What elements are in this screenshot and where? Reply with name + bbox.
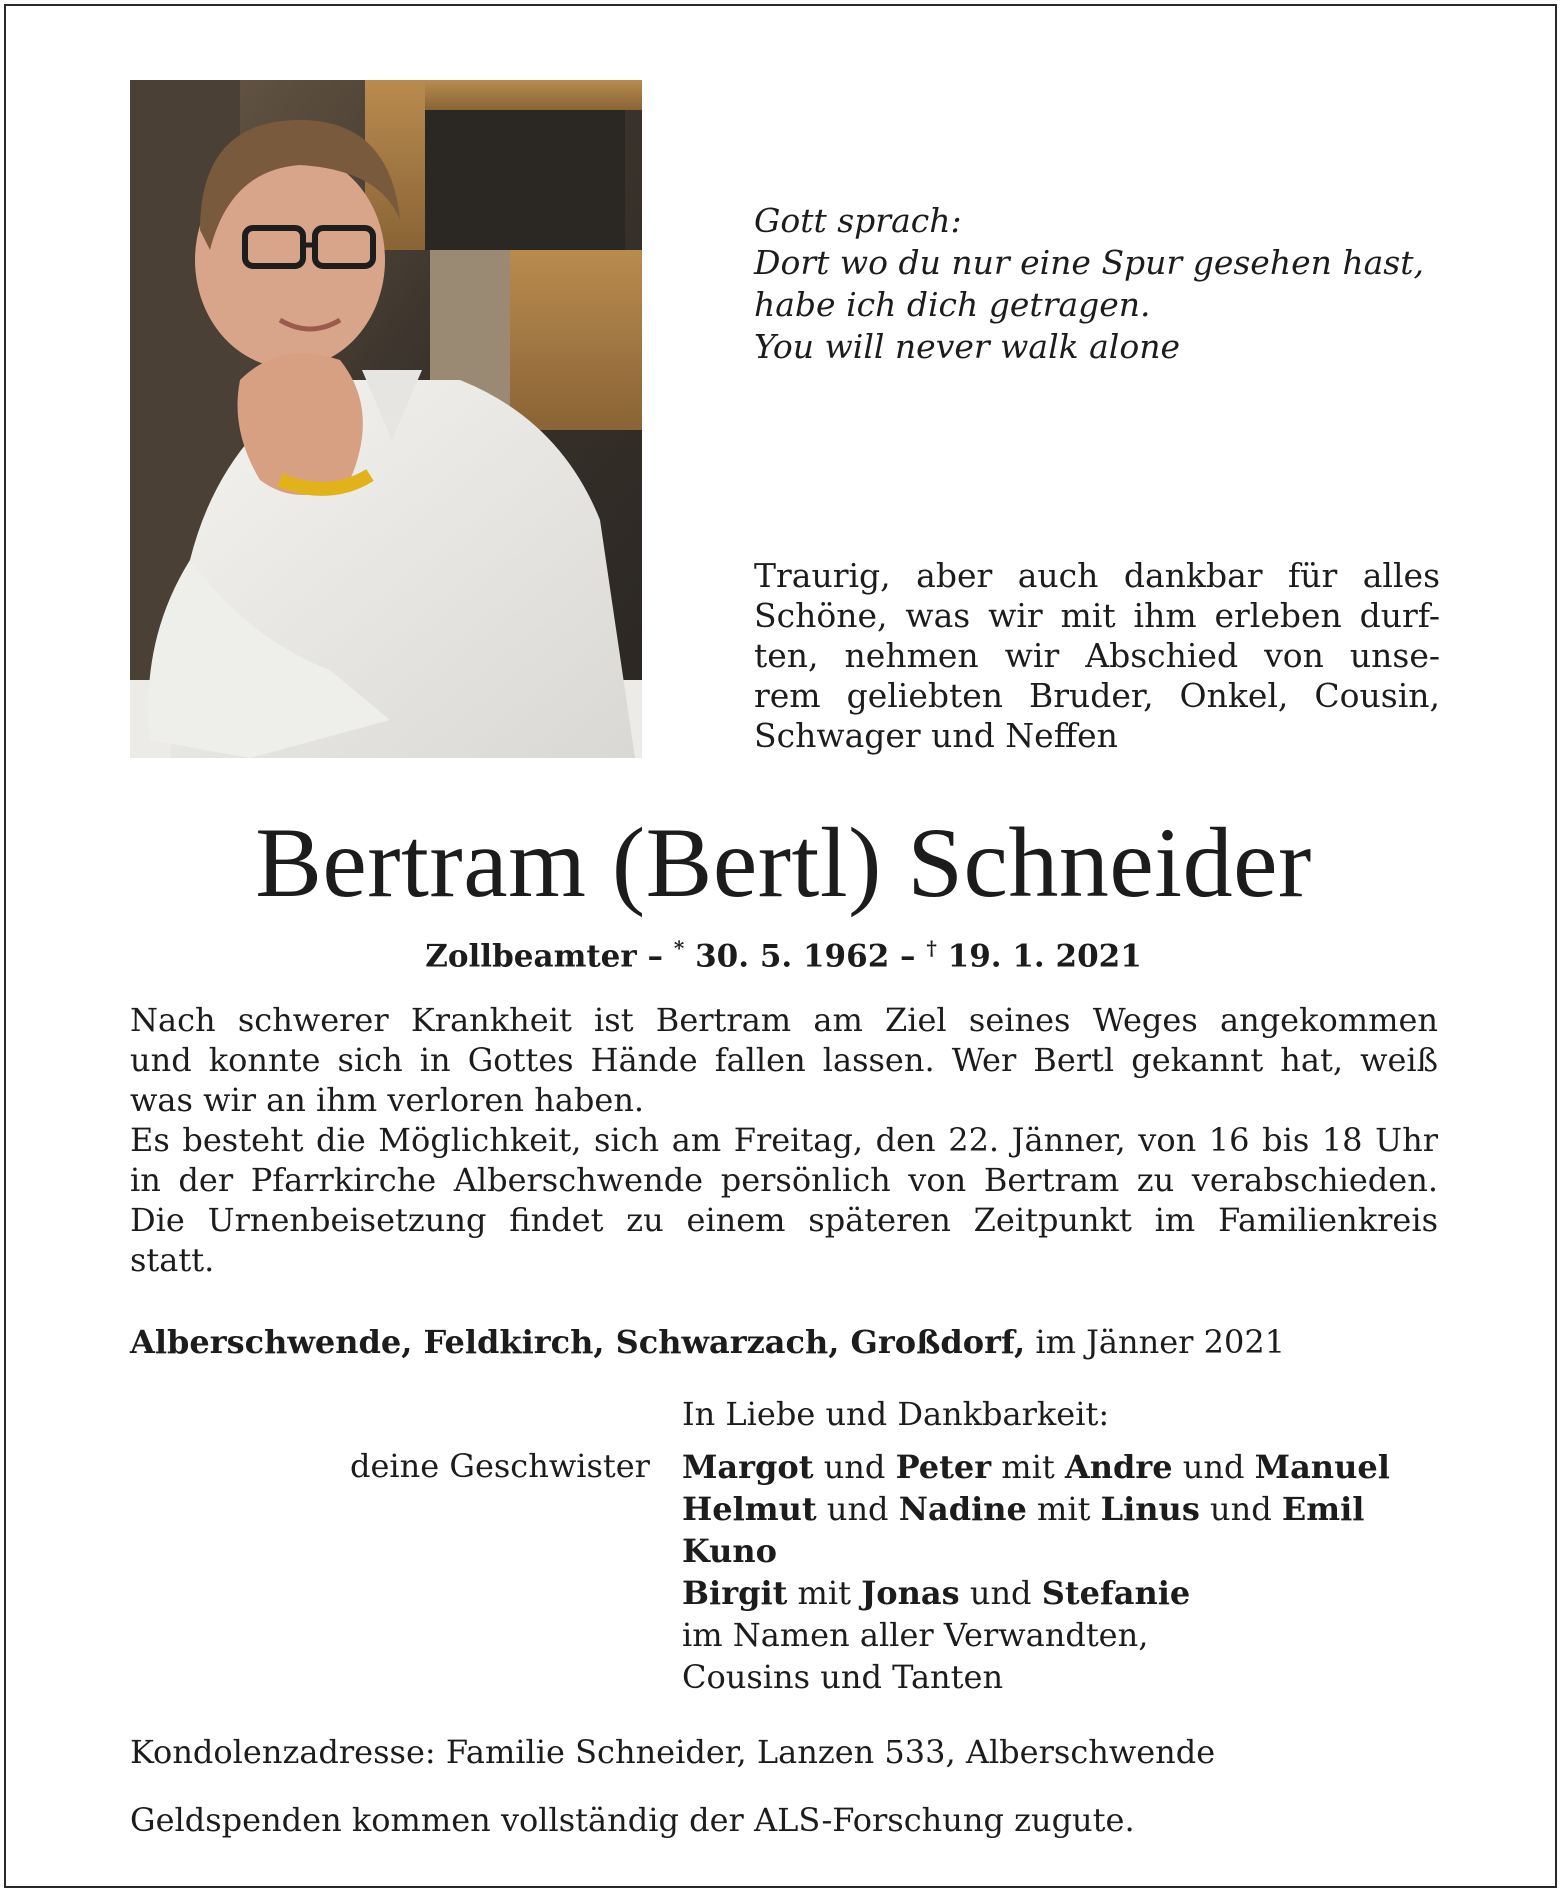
intro-line: Schwager und Neffen (754, 716, 1118, 755)
mourner-name: Kuno (682, 1532, 777, 1570)
connector: und (813, 1448, 896, 1486)
life-dates (0, 928, 1567, 976)
connector: und (1199, 1490, 1282, 1528)
connector: und (816, 1490, 899, 1528)
intro-paragraph (754, 556, 1440, 756)
body-line: statt. (130, 1241, 215, 1279)
mourner-row: Cousins und Tanten (682, 1658, 1004, 1696)
dash-separator: – (889, 938, 927, 975)
mourning-heading: In Liebe und Dankbarkeit: (682, 1395, 1110, 1433)
mourner-name: Jonas (861, 1574, 960, 1612)
condolence-address: Kondolenzadresse: Familie Schneider, Lanzen 533, Alberschwende (130, 1733, 1216, 1771)
mourner-name: Birgit (682, 1574, 788, 1612)
mourner-name: Emil (1281, 1490, 1365, 1528)
siblings-label: deine Geschwister (350, 1447, 650, 1485)
quote-line: Dort wo du nur eine Spur gesehen hast, (754, 243, 1424, 282)
body-line: Die Urnenbeisetzung findet zu einem späteren Zeitpunkt im Familienkreis (130, 1201, 1438, 1239)
body-line: Es besteht die Möglichkeit, sich am Freitag, den 22. Jänner, von 16 bis 18 Uhr (130, 1121, 1438, 1159)
birth-date: 30. 5. 1962 (684, 938, 890, 975)
body-line: was wir an ihm verloren haben. (130, 1081, 645, 1119)
connector: und (959, 1574, 1042, 1612)
body-line: in der Pfarrkirche Alberschwende persönlich von Bertram zu verabschieden. (130, 1161, 1438, 1199)
mourner-name: Peter (895, 1448, 992, 1486)
profession: Zollbeamter (425, 938, 637, 975)
mourner-name: Andre (1064, 1448, 1173, 1486)
portrait-photo (130, 80, 642, 758)
quote-line: habe ich dich getragen. (754, 285, 1151, 324)
connector: und (1172, 1448, 1255, 1486)
intro-line: Traurig, aber auch dankbar für alles (754, 556, 1440, 595)
dash-separator: – (636, 938, 674, 975)
donation-note: Geldspenden kommen vollständig der ALS-Forschung zugute. (130, 1801, 1135, 1839)
quote-block (754, 200, 1434, 368)
connector: mit (787, 1574, 862, 1612)
portrait-photo-icon (130, 80, 642, 758)
mourner-row (682, 1572, 1390, 1614)
intro-line: Schöne, was wir mit ihm erleben durf- (754, 596, 1440, 635)
intro-line: rem geliebten Bruder, Onkel, Cousin, (754, 676, 1440, 715)
mourner-name: Nadine (898, 1490, 1027, 1528)
mourner-row (682, 1488, 1390, 1530)
mourner-name: Helmut (682, 1490, 817, 1528)
mourner-row: im Namen aller Verwandten, (682, 1616, 1149, 1654)
deceased-name: Bertram (Bertl) Schneider (255, 807, 1312, 918)
quote-line: Gott sprach: (754, 201, 962, 240)
intro-line: ten, nehmen wir Abschied von unse- (754, 636, 1440, 675)
death-date: 19. 1. 2021 (936, 938, 1142, 975)
notice-date: im Jänner 2021 (1025, 1323, 1286, 1361)
quote-line: You will never walk alone (754, 327, 1180, 366)
connector: mit (1026, 1490, 1101, 1528)
main-paragraph (130, 1000, 1438, 1280)
birth-symbol: * (673, 936, 685, 960)
mourner-name: Stefanie (1041, 1574, 1191, 1612)
mourner-row (682, 1530, 1390, 1572)
mourners-list (682, 1446, 1390, 1698)
body-line: Nach schwerer Krankheit ist Bertram am Ziel seines Weges angekommen (130, 1001, 1438, 1039)
body-line: und konnte sich in Gottes Hände fallen lassen. Wer Bertl gekannt hat, weiß (130, 1041, 1438, 1079)
mourner-name: Linus (1100, 1490, 1200, 1528)
death-symbol: † (926, 936, 937, 960)
mourner-name: Manuel (1254, 1448, 1390, 1486)
connector: mit (991, 1448, 1065, 1486)
places-and-date (130, 1322, 1438, 1362)
mourner-row (682, 1446, 1390, 1488)
mourner-name: Margot (682, 1448, 814, 1486)
places-list: Alberschwende, Feldkirch, Schwarzach, Großdorf, (130, 1323, 1026, 1361)
